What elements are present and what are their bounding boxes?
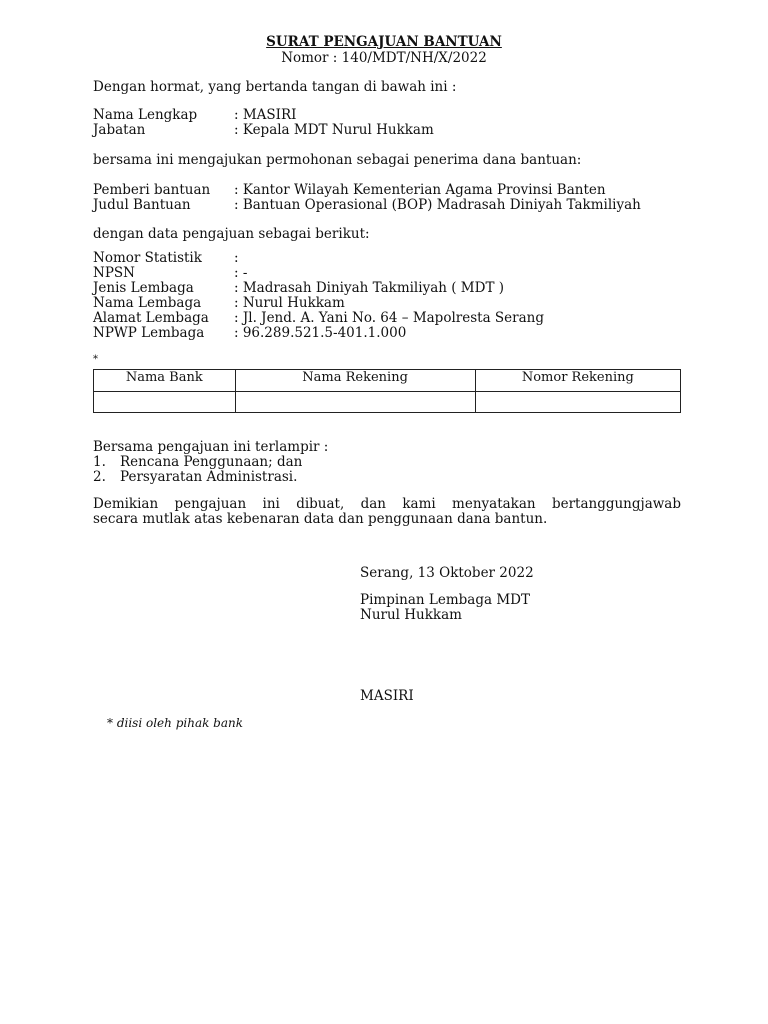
closing-line: secara mutlak atas kebenaran data dan penggunaan dana bantun. [93, 511, 548, 527]
list-number: 2. [93, 469, 106, 485]
field-value: : Kepala MDT Nurul Hukkam [234, 122, 434, 138]
field-nama-lengkap [93, 108, 297, 123]
field-label: Jabatan [93, 122, 146, 138]
place-date: Serang, 13 Oktober 2022 [360, 565, 534, 581]
table-cell [235, 392, 475, 413]
field-value: : Madrasah Diniyah Takmiliyah ( MDT ) [234, 280, 504, 296]
field-value: : Jl. Jend. A. Yani No. 64 – Mapolresta Serang [234, 310, 544, 326]
list-item [93, 470, 297, 485]
field-alamat-lembaga [93, 311, 544, 326]
footnote: * diisi oleh pihak bank [107, 716, 244, 730]
field-jabatan [93, 123, 434, 138]
table-row [94, 392, 681, 413]
closing-paragraph [93, 497, 681, 527]
field-value: : [234, 250, 239, 266]
field-label: Judul Bantuan [93, 197, 191, 213]
list-item [93, 455, 302, 470]
field-label: Alamat Lembaga [93, 310, 209, 326]
data-intro-text: dengan data pengajuan sebagai berikut: [93, 226, 370, 242]
intro-text: Dengan hormat, yang bertanda tangan di bawah ini : [93, 79, 457, 95]
signer-name: MASIRI [360, 688, 414, 704]
field-value: : MASIRI [234, 107, 297, 123]
table-header-cell: Nama Bank [94, 370, 236, 392]
field-judul-bantuan [93, 198, 641, 213]
table-header-cell: Nama Rekening [235, 370, 475, 392]
closing-line: Demikian pengajuan ini dibuat, dan kami menyatakan bertanggungjawab [93, 496, 681, 512]
field-label: Nama Lengkap [93, 107, 198, 123]
field-value: : 96.289.521.5-401.1.000 [234, 325, 407, 341]
list-number: 1. [93, 454, 106, 470]
field-npsn [93, 266, 247, 281]
bank-account-table [93, 369, 681, 413]
field-nama-lembaga [93, 296, 345, 311]
signer-institution: Nurul Hukkam [360, 607, 462, 623]
table-cell [475, 392, 680, 413]
field-npwp-lembaga [93, 326, 406, 341]
attachments-intro: Bersama pengajuan ini terlampir : [93, 439, 329, 455]
table-header-row [94, 370, 681, 392]
field-label: Nama Lembaga [93, 295, 202, 311]
field-label: Jenis Lembaga [93, 280, 194, 296]
request-text: bersama ini mengajukan permohonan sebagai penerima dana bantuan: [93, 152, 582, 168]
table-cell [94, 392, 236, 413]
field-label: Pemberi bantuan [93, 182, 211, 198]
field-pemberi-bantuan [93, 183, 606, 198]
field-nomor-statistik [93, 251, 239, 266]
table-asterisk: * [93, 354, 98, 365]
signer-role: Pimpinan Lembaga MDT [360, 592, 530, 608]
field-value: : Nurul Hukkam [234, 295, 345, 311]
field-value: : Bantuan Operasional (BOP) Madrasah Diniyah Takmiliyah [234, 197, 641, 213]
field-jenis-lembaga [93, 281, 504, 296]
field-label: NPWP Lembaga [93, 325, 205, 341]
table-header-cell: Nomor Rekening [475, 370, 680, 392]
field-label: Nomor Statistik [93, 250, 202, 266]
list-text: Rencana Penggunaan; dan [120, 454, 303, 470]
field-value: : Kantor Wilayah Kementerian Agama Provinsi Banten [234, 182, 606, 198]
field-label: NPSN [93, 265, 135, 281]
field-value: : - [234, 265, 248, 281]
letter-number: Nomor : 140/MDT/NH/X/2022 [281, 50, 487, 66]
list-text: Persyaratan Administrasi. [120, 469, 298, 485]
letter-title: SURAT PENGAJUAN BANTUAN [266, 34, 502, 50]
